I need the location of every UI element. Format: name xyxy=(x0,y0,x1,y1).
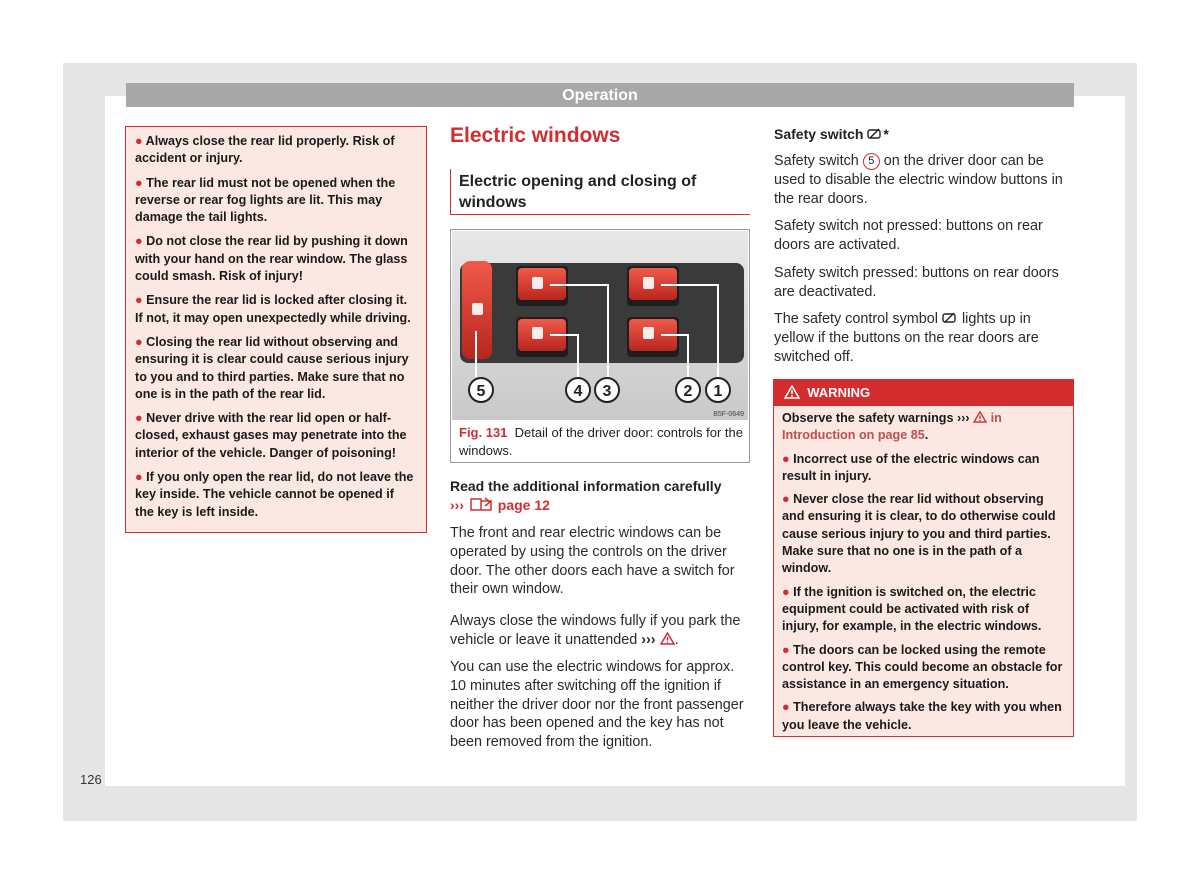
warning-item: ● If you only open the rear lid, do not leave the key inside. The vehicle cannot be opened if the key is left inside. xyxy=(135,470,414,519)
warning-item: ● Closing the rear lid without observing and ensuring it is clear could cause serious injury to you and to third parties. Make sure that no one is in the path of the rear lid. xyxy=(135,334,409,401)
callout-2: 2 xyxy=(683,383,693,400)
window-controls-illustration xyxy=(452,231,748,420)
warning-item: ● Do not close the rear lid by pushing it down with your hand on the rear window. The glass could smash. Risk of injury! xyxy=(135,234,408,284)
bullet-icon: ● xyxy=(782,642,794,657)
bullet-icon: ● xyxy=(782,584,794,599)
paragraph: Safety switch not pressed: buttons on rear doors are activated. xyxy=(774,218,1043,253)
warning-triangle-icon xyxy=(973,411,987,425)
paragraph: Safety switch 5 on the driver door can be used to disable the electric window buttons in the rear doors. xyxy=(774,153,1063,207)
read-more: Read the additional information carefully ››› page 12 xyxy=(450,478,722,513)
page-number: 126 xyxy=(80,772,102,787)
intro-link[interactable]: in Introduction on page 85 xyxy=(782,411,1002,443)
safety-switch-icon xyxy=(867,126,883,142)
warning-item: ● If the ignition is switched on, the electric equipment could be activated with risk of injury, for example, in the electric windows. xyxy=(782,584,1042,634)
warning-item: ● Therefore always take the key with you when you leave the vehicle. xyxy=(782,700,1062,732)
bullet-icon: ● xyxy=(782,451,794,466)
bullet-icon: ● xyxy=(135,334,147,349)
warning-item: ● Never close the rear lid without observing and ensuring it is clear, to do otherwise could cause serious injury to you and third parties. Make sure that no one is in the path of a window. xyxy=(782,492,1056,576)
electric-windows-warning-box xyxy=(773,379,1074,737)
warning-intro: Observe the safety warnings ››› in Introduction on page 85. xyxy=(782,411,1002,443)
paragraph: The front and rear electric windows can be operated by using the controls on the driver door. The other doors each have a switch for their own window. xyxy=(450,525,735,598)
paragraph: Safety switch pressed: buttons on rear doors are deactivated. xyxy=(774,265,1059,300)
warning-header: WARNING xyxy=(774,380,1073,406)
section-header: Operation xyxy=(126,83,1074,107)
bullet-icon: ● xyxy=(135,470,147,485)
callout-1: 1 xyxy=(713,383,723,400)
bullet-icon: ● xyxy=(782,492,794,507)
paragraph: You can use the electric windows for approx. 10 minutes after switching off the ignition if neither the driver door nor the front passenger door has been opened and the key has not been removed from the ignition. xyxy=(450,659,744,751)
warning-triangle-icon xyxy=(660,632,675,648)
rear-lid-warning-box xyxy=(125,126,427,533)
bullet-icon: ● xyxy=(135,234,147,249)
bullet-icon: ● xyxy=(782,700,794,715)
callout-4: 4 xyxy=(573,383,583,400)
paragraph: Always close the windows fully if you park the vehicle or leave it unattended ››› . xyxy=(450,613,741,648)
warning-item: ● Always close the rear lid properly. Risk of accident or injury. xyxy=(135,134,395,166)
bullet-icon: ● xyxy=(135,293,147,308)
subsection-title: Electric opening and closing of windows xyxy=(459,173,697,211)
bullet-icon: ● xyxy=(135,134,146,148)
warning-triangle-icon xyxy=(784,385,800,400)
warning-item: ● Ensure the rear lid is locked after closing it. If not, it may open unexpectedly while driving. xyxy=(135,293,411,325)
figure-131 xyxy=(450,229,750,463)
warning-item: ● Never drive with the rear lid open or half-closed, exhaust gases may penetrate into the interior of the vehicle. Danger of poisoning! xyxy=(135,411,407,460)
paragraph: The safety control symbol lights up in yellow if the buttons on the rear doors are switched off. xyxy=(774,311,1039,365)
callout-3: 3 xyxy=(602,383,612,400)
figure-caption: Fig. 131 Detail of the driver door: controls for the windows. xyxy=(459,425,743,458)
warning-item: ● Incorrect use of the electric windows can result in injury. xyxy=(782,451,1040,483)
warning-item: ● The rear lid must not be opened when the reverse or rear fog lights are lit. This may damage the tail lights. xyxy=(135,175,396,225)
safety-control-symbol-icon xyxy=(942,311,958,327)
callout-5: 5 xyxy=(476,383,486,400)
callout-number: 5 xyxy=(863,153,880,170)
book-reference-icon xyxy=(468,497,494,513)
bullet-icon: ● xyxy=(135,175,147,190)
safety-switch-title: Safety switch * xyxy=(774,126,889,142)
read-more-link[interactable]: ››› page 12 xyxy=(450,497,550,513)
bullet-icon: ● xyxy=(135,411,147,426)
figure-code: B5F-0649 xyxy=(713,411,744,418)
warning-item: ● The doors can be locked using the remote control key. This could become an obstacle for assistance in an emergency situation. xyxy=(782,642,1063,692)
section-title: Electric windows xyxy=(450,124,621,147)
